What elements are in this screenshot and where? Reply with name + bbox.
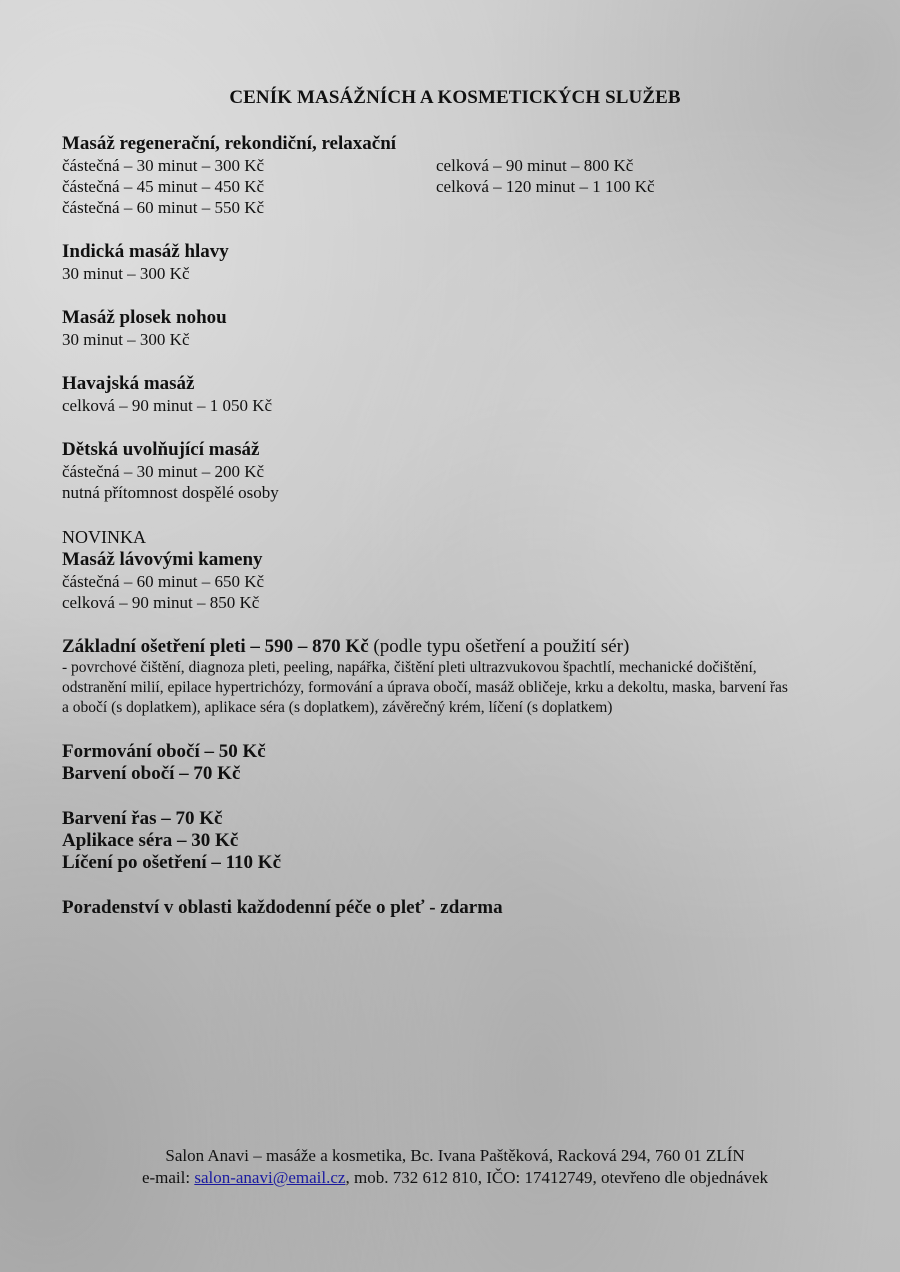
price-line: částečná – 30 minut – 200 Kč	[62, 462, 265, 481]
regen-full-column	[436, 155, 655, 218]
price-line: celková – 120 minut – 1 100 Kč	[436, 177, 655, 196]
regen-partial-column	[62, 155, 436, 218]
new-tag: NOVINKA	[62, 527, 146, 547]
description-line: a obočí (s doplatkem), aplikace séra (s doplatkem), závěrečný krém, líčení (s doplatkem)	[62, 699, 613, 716]
section-heading-skin	[62, 636, 862, 658]
footer-email-label: e-mail:	[141, 1168, 195, 1187]
price-heading: Líčení po ošetření – 110 Kč	[62, 852, 282, 873]
footer	[0, 1145, 900, 1189]
price-line: částečná – 30 minut – 300 Kč	[62, 156, 265, 175]
email-link[interactable]: salon-anavi@email.cz	[194, 1168, 346, 1187]
section-heading-indian: Indická masáž hlavy	[62, 241, 229, 262]
note-line: nutná přítomnost dospělé osoby	[62, 483, 279, 502]
price-heading: Formování obočí – 50 Kč	[62, 741, 266, 762]
regen-price-columns	[62, 155, 862, 218]
section-heading-lava: Masáž lávovými kameny	[62, 549, 263, 570]
advice-heading: Poradenství v oblasti každodenní péče o pleť - zdarma	[62, 897, 503, 918]
skin-heading-note: (podle typu ošetření a použití sér)	[368, 636, 630, 657]
price-line: celková – 90 minut – 1 050 Kč	[62, 396, 273, 415]
section-heading-regen: Masáž regenerační, rekondiční, relaxační	[62, 133, 397, 154]
description-line: odstranění milií, epilace hypertrichózy, formování a úprava obočí, masáž obličeje, krku a dekoltu, maska, barvení řas	[62, 679, 788, 696]
price-line: celková – 90 minut – 800 Kč	[436, 156, 634, 175]
price-heading: Aplikace séra – 30 Kč	[62, 830, 239, 851]
price-line: částečná – 60 minut – 550 Kč	[62, 198, 265, 217]
price-line: částečná – 60 minut – 650 Kč	[62, 572, 265, 591]
section-heading-kids: Dětská uvolňující masáž	[62, 439, 260, 460]
price-list	[62, 133, 862, 919]
price-line: celková – 90 minut – 850 Kč	[62, 593, 260, 612]
footer-contact	[0, 1167, 900, 1189]
section-heading-hawaii: Havajská masáž	[62, 373, 195, 394]
page-title: CENÍK MASÁŽNÍCH A KOSMETICKÝCH SLUŽEB	[229, 87, 681, 108]
price-heading: Barvení řas – 70 Kč	[62, 808, 223, 829]
footer-address: Salon Anavi – masáže a kosmetika, Bc. Ivana Paštěková, Racková 294, 760 01 ZLÍN	[165, 1146, 745, 1165]
price-heading: Barvení obočí – 70 Kč	[62, 763, 241, 784]
skin-heading-text: Základní ošetření pleti – 590 – 870 Kč	[62, 636, 369, 657]
footer-contact-rest: , mob. 732 612 810, IČO: 17412749, otevřeno dle objednávek	[345, 1168, 769, 1187]
price-line: částečná – 45 minut – 450 Kč	[62, 177, 265, 196]
section-heading-feet: Masáž plosek nohou	[62, 307, 227, 328]
description-line: - povrchové čištění, diagnoza pleti, peeling, napářka, čištění pleti ultrazvukovou špachtlí, mechanické dočištění,	[62, 659, 757, 676]
price-line: 30 minut – 300 Kč	[62, 264, 190, 283]
price-line: 30 minut – 300 Kč	[62, 330, 190, 349]
